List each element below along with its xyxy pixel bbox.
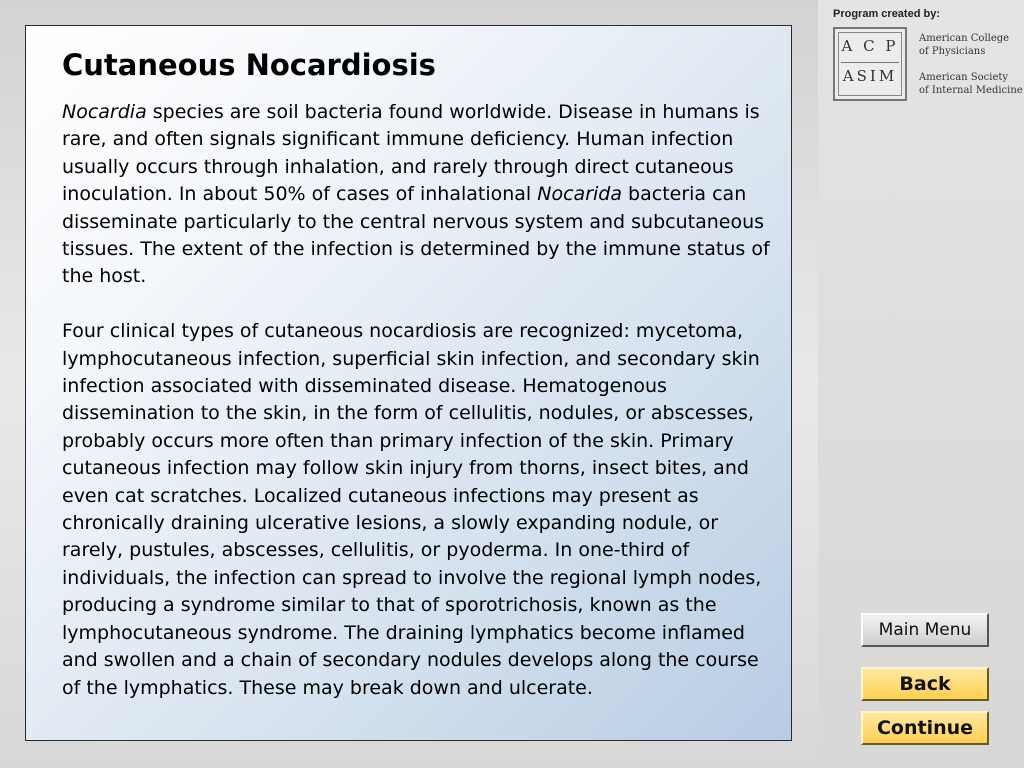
page-title: Cutaneous Nocardiosis [62,48,436,82]
acp-asim-logo [833,27,907,101]
continue-button[interactable]: Continue [861,711,989,745]
credit-label: Program created by: [833,8,940,20]
article-body [62,99,782,702]
content-panel [25,25,792,741]
paragraph-1-text-b: bacteria can disseminate particularly to the central nervous system and subcutaneous tissues. The extent of the infection is determined by the immune status of the host. [62,183,770,288]
paragraph-1-text-a: species are soil bacteria found worldwide. Disease in humans is rare, and often signals significant immune deficiency. Human infection usually occurs through inhalation, and rarely through direct cutaneous inoculation. In about 50% of cases of inhalational [62,101,760,206]
paragraph-1 [62,99,782,291]
logo-text-acp: A C P [841,37,899,55]
back-button[interactable]: Back [861,667,989,701]
org1-line2: of Physicians [919,46,986,57]
logo-text-asim: ASIM [842,67,898,85]
org1-line1: American College [919,33,1010,44]
italic-term-nocarida: Nocarida [537,183,622,206]
italic-term-nocardia: Nocardia [62,101,147,123]
org-american-college [919,32,1009,58]
sidebar-background [818,0,1024,768]
org2-line1: American Society [919,72,1009,83]
main-menu-button[interactable]: Main Menu [861,613,989,647]
org2-line2: of Internal Medicine [919,85,1023,96]
logo-divider [841,62,899,63]
org-american-society [919,71,1023,97]
paragraph-2: Four clinical types of cutaneous nocardiosis are recognized: mycetoma, lymphocutaneous infection, superficial skin infection, and secondary skin infection associated with disseminated disease. Hematogenous dissemination to the skin, in the form of cellulitis, nodules, or abscesses, probably occurs more often than primary infection of the skin. Primary cutaneous infection may follow skin injury from thorns, insect bites, and even cat scratches. Localized cutaneous infections may present as chronically draining ulcerative lesions, a slowly expanding nodule, or rarely, pustules, abscesses, cellulitis, or pyoderma. In one-third of individuals, the infection can spread to involve the regional lymph nodes, producing a syndrome similar to that of sporotrichosis, known as the lymphocutaneous syndrome. The draining lymphatics become inflamed and swollen and a chain of secondary nodules develops along the course of the lymphatics. These may break down and ulcerate. [62,320,762,699]
